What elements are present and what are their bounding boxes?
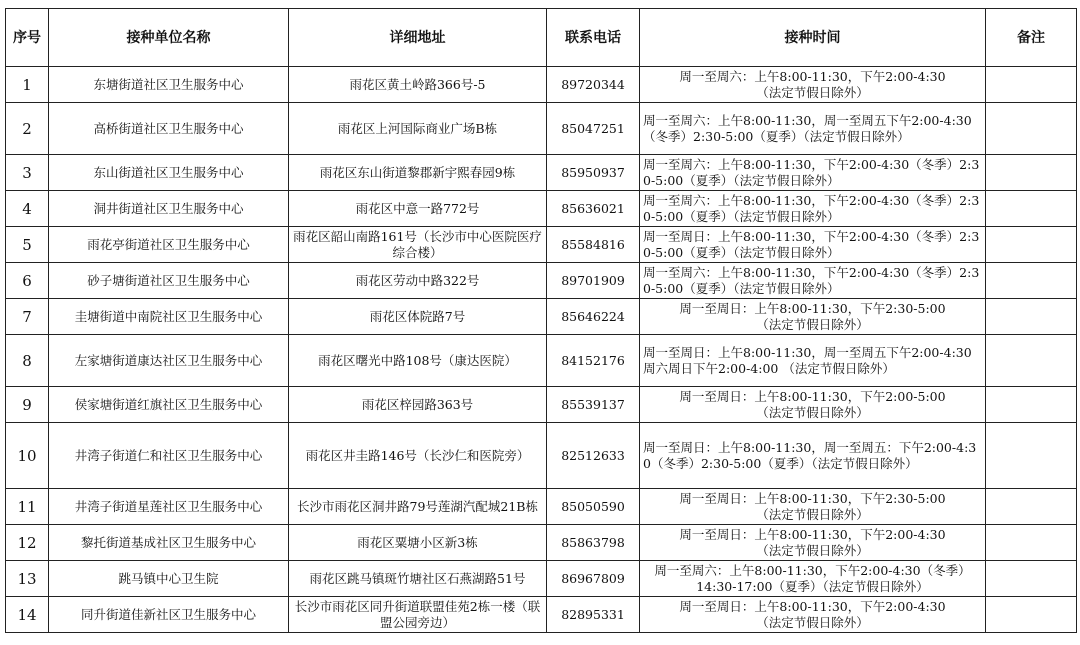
vaccination-time: 周一至周日：上午8:00-11:30，下午2:00-4:30（冬季）2:30-5:00（夏季）（法定节假日除外） bbox=[640, 227, 986, 263]
site-address: 雨花区井圭路146号（长沙仁和医院旁） bbox=[289, 423, 547, 489]
site-address: 雨花区黄土岭路366号-5 bbox=[289, 67, 547, 103]
site-note bbox=[986, 489, 1077, 525]
vaccination-time: 周一至周日：上午8:00-11:30，周一至周五：下午2:00-4:30（冬季）2:30-5:00（夏季）（法定节假日除外） bbox=[640, 423, 986, 489]
row-number: 10 bbox=[6, 423, 49, 489]
site-address: 雨花区东山街道黎郡新宇熙春园9栋 bbox=[289, 155, 547, 191]
site-phone: 85050590 bbox=[547, 489, 640, 525]
table-row bbox=[6, 525, 1077, 561]
row-number: 11 bbox=[6, 489, 49, 525]
site-note bbox=[986, 155, 1077, 191]
vaccination-sites-table bbox=[5, 8, 1077, 633]
site-address: 雨花区中意一路772号 bbox=[289, 191, 547, 227]
row-number: 12 bbox=[6, 525, 49, 561]
site-address: 雨花区粟塘小区新3栋 bbox=[289, 525, 547, 561]
vaccination-time: 周一至周六：上午8:00-11:30，下午2:00-4:30 （法定节假日除外） bbox=[640, 67, 986, 103]
site-name: 雨花亭街道社区卫生服务中心 bbox=[49, 227, 289, 263]
site-note bbox=[986, 191, 1077, 227]
site-address: 雨花区曙光中路108号（康达医院） bbox=[289, 335, 547, 387]
table-row bbox=[6, 489, 1077, 525]
column-header-no: 序号 bbox=[6, 9, 49, 67]
site-address: 雨花区上河国际商业广场B栋 bbox=[289, 103, 547, 155]
column-header-time: 接种时间 bbox=[640, 9, 986, 67]
site-address: 雨花区跳马镇斑竹塘社区石燕湖路51号 bbox=[289, 561, 547, 597]
row-number: 2 bbox=[6, 103, 49, 155]
clipped-title bbox=[0, 0, 1080, 8]
site-phone: 85636021 bbox=[547, 191, 640, 227]
site-name: 洞井街道社区卫生服务中心 bbox=[49, 191, 289, 227]
site-name: 圭塘街道中南院社区卫生服务中心 bbox=[49, 299, 289, 335]
vaccination-time: 周一至周日：上午8:00-11:30，下午2:30-5:00 （法定节假日除外） bbox=[640, 489, 986, 525]
site-note bbox=[986, 423, 1077, 489]
site-name: 井湾子街道星莲社区卫生服务中心 bbox=[49, 489, 289, 525]
site-note bbox=[986, 67, 1077, 103]
column-header-address: 详细地址 bbox=[289, 9, 547, 67]
site-phone: 85863798 bbox=[547, 525, 640, 561]
row-number: 7 bbox=[6, 299, 49, 335]
vaccination-time: 周一至周六：上午8:00-11:30，下午2:00-4:30（冬季）2:30-5:00（夏季）（法定节假日除外） bbox=[640, 191, 986, 227]
site-note bbox=[986, 561, 1077, 597]
site-note bbox=[986, 525, 1077, 561]
site-name: 左家塘街道康达社区卫生服务中心 bbox=[49, 335, 289, 387]
vaccination-time: 周一至周日：上午8:00-11:30，下午2:30-5:00 （法定节假日除外） bbox=[640, 299, 986, 335]
site-phone: 82895331 bbox=[547, 597, 640, 633]
site-phone: 85539137 bbox=[547, 387, 640, 423]
table-row bbox=[6, 263, 1077, 299]
site-name: 砂子塘街道社区卫生服务中心 bbox=[49, 263, 289, 299]
row-number: 8 bbox=[6, 335, 49, 387]
table-row bbox=[6, 597, 1077, 633]
site-address: 长沙市雨花区同升街道联盟佳苑2栋一楼（联盟公园旁边） bbox=[289, 597, 547, 633]
table-row bbox=[6, 299, 1077, 335]
site-phone: 85950937 bbox=[547, 155, 640, 191]
column-header-note: 备注 bbox=[986, 9, 1077, 67]
site-note bbox=[986, 227, 1077, 263]
column-header-phone: 联系电话 bbox=[547, 9, 640, 67]
site-note bbox=[986, 263, 1077, 299]
column-header-name: 接种单位名称 bbox=[49, 9, 289, 67]
site-name: 东山街道社区卫生服务中心 bbox=[49, 155, 289, 191]
site-name: 东塘街道社区卫生服务中心 bbox=[49, 67, 289, 103]
site-phone: 89701909 bbox=[547, 263, 640, 299]
site-note bbox=[986, 335, 1077, 387]
site-name: 侯家塘街道红旗社区卫生服务中心 bbox=[49, 387, 289, 423]
table-row bbox=[6, 227, 1077, 263]
site-phone: 85584816 bbox=[547, 227, 640, 263]
site-name: 同升街道佳新社区卫生服务中心 bbox=[49, 597, 289, 633]
table-row bbox=[6, 423, 1077, 489]
site-note bbox=[986, 299, 1077, 335]
row-number: 3 bbox=[6, 155, 49, 191]
table-row bbox=[6, 191, 1077, 227]
row-number: 14 bbox=[6, 597, 49, 633]
site-phone: 84152176 bbox=[547, 335, 640, 387]
row-number: 9 bbox=[6, 387, 49, 423]
row-number: 13 bbox=[6, 561, 49, 597]
site-phone: 82512633 bbox=[547, 423, 640, 489]
site-note bbox=[986, 387, 1077, 423]
site-address: 雨花区劳动中路322号 bbox=[289, 263, 547, 299]
vaccination-time: 周一至周日：上午8:00-11:30，下午2:00-4:30 （法定节假日除外） bbox=[640, 597, 986, 633]
table-row bbox=[6, 387, 1077, 423]
vaccination-time: 周一至周日：上午8:00-11:30，下午2:00-5:00 （法定节假日除外） bbox=[640, 387, 986, 423]
vaccination-time: 周一至周六：上午8:00-11:30，下午2:00-4:30（冬季） 14:30-17:00（夏季）（法定节假日除外） bbox=[640, 561, 986, 597]
site-name: 高桥街道社区卫生服务中心 bbox=[49, 103, 289, 155]
table-row bbox=[6, 335, 1077, 387]
site-address: 长沙市雨花区洞井路79号莲湖汽配城21B栋 bbox=[289, 489, 547, 525]
site-phone: 89720344 bbox=[547, 67, 640, 103]
vaccination-time: 周一至周日：上午8:00-11:30，下午2:00-4:30 （法定节假日除外） bbox=[640, 525, 986, 561]
row-number: 1 bbox=[6, 67, 49, 103]
vaccination-time: 周一至周六：上午8:00-11:30，下午2:00-4:30（冬季）2:30-5:00（夏季）（法定节假日除外） bbox=[640, 263, 986, 299]
vaccination-time: 周一至周六：上午8:00-11:30，下午2:00-4:30（冬季）2:30-5:00（夏季）（法定节假日除外） bbox=[640, 155, 986, 191]
site-address: 雨花区韶山南路161号（长沙市中心医院医疗综合楼） bbox=[289, 227, 547, 263]
site-name: 跳马镇中心卫生院 bbox=[49, 561, 289, 597]
site-name: 井湾子街道仁和社区卫生服务中心 bbox=[49, 423, 289, 489]
table-row bbox=[6, 103, 1077, 155]
vaccination-time: 周一至周日：上午8:00-11:30，周一至周五下午2:00-4:30 周六周日下午2:00-4:00 （法定节假日除外） bbox=[640, 335, 986, 387]
site-phone: 85646224 bbox=[547, 299, 640, 335]
row-number: 6 bbox=[6, 263, 49, 299]
header-row bbox=[6, 9, 1077, 67]
row-number: 5 bbox=[6, 227, 49, 263]
site-name: 黎托街道基成社区卫生服务中心 bbox=[49, 525, 289, 561]
site-address: 雨花区梓园路363号 bbox=[289, 387, 547, 423]
site-note bbox=[986, 103, 1077, 155]
site-note bbox=[986, 597, 1077, 633]
site-phone: 85047251 bbox=[547, 103, 640, 155]
table-row bbox=[6, 155, 1077, 191]
site-address: 雨花区体院路7号 bbox=[289, 299, 547, 335]
table-row bbox=[6, 67, 1077, 103]
row-number: 4 bbox=[6, 191, 49, 227]
vaccination-time: 周一至周六：上午8:00-11:30，周一至周五下午2:00-4:30（冬季）2:30-5:00（夏季）（法定节假日除外） bbox=[640, 103, 986, 155]
site-phone: 86967809 bbox=[547, 561, 640, 597]
table-row bbox=[6, 561, 1077, 597]
